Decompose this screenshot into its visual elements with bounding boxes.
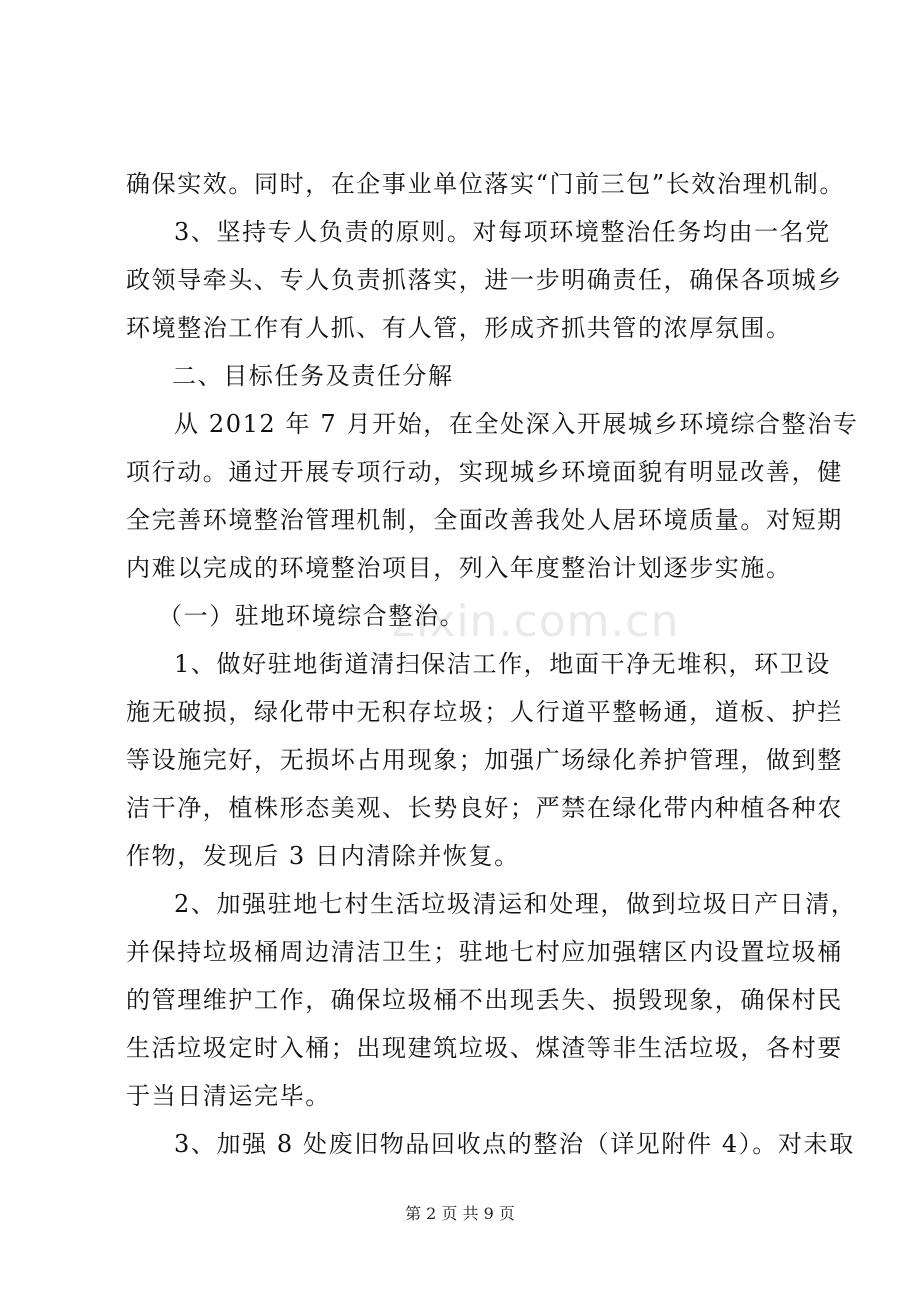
text-line: 1、做好驻地街道清扫保洁工作，地面干净无堆积，环卫设: [174, 650, 831, 678]
text-line: 从 2012 年 7 月开始，在全处深入开展城乡环境综合整治专: [174, 410, 859, 438]
watermark: zixin.com.cn: [392, 596, 680, 647]
section-heading: 二、目标任务及责任分解: [172, 362, 454, 390]
subsection-heading: （一）驻地环境综合整治。: [158, 602, 466, 630]
text-line: 的管理维护工作，确保垃圾桶不出现丢失、损毁现象，确保村民: [126, 986, 843, 1014]
text-line: 确保实效。同时，在企事业单位落实“门前三包”长效治理机制。: [126, 170, 845, 198]
text-line: 环境整治工作有人抓、有人管，形成齐抓共管的浓厚氛围。: [126, 314, 792, 342]
text-line: 2、加强驻地七村生活垃圾清运和处理，做到垃圾日产日清，: [174, 890, 857, 918]
text-line: 等设施完好，无损坏占用现象；加强广场绿化养护管理，做到整: [126, 746, 843, 774]
text-line: 洁干净，植株形态美观、长势良好；严禁在绿化带内种植各种农: [126, 794, 843, 822]
text-line: 施无破损，绿化带中无积存垃圾；人行道平整畅通，道板、护拦: [126, 698, 843, 726]
text-line: 3、加强 8 处废旧物品回收点的整治（详见附件 4）。对未取: [174, 1130, 855, 1158]
text-line: 内难以完成的环境整治项目，列入年度整治计划逐步实施。: [126, 554, 792, 582]
text-line: 3、坚持专人负责的原则。对每项环境整治任务均由一名党: [174, 218, 831, 246]
text-line: 于当日清运完毕。: [126, 1082, 331, 1110]
text-line: 全完善环境整治管理机制，全面改善我处人居环境质量。对短期: [126, 506, 843, 534]
text-line: 并保持垃圾桶周边清洁卫生；驻地七村应加强辖区内设置垃圾桶: [126, 938, 843, 966]
text-line: 项行动。通过开展专项行动，实现城乡环境面貌有明显改善，健: [126, 458, 843, 486]
page-footer: 第 2 页 共 9 页: [405, 1204, 515, 1223]
text-line: 作物，发现后 3 日内清除并恢复。: [126, 842, 520, 870]
text-line: 生活垃圾定时入桶；出现建筑垃圾、煤渣等非生活垃圾，各村要: [126, 1034, 843, 1062]
document-body: [126, 160, 859, 1168]
text-line: 政领导牵头、专人负责抓落实，进一步明确责任，确保各项城乡: [126, 266, 843, 294]
